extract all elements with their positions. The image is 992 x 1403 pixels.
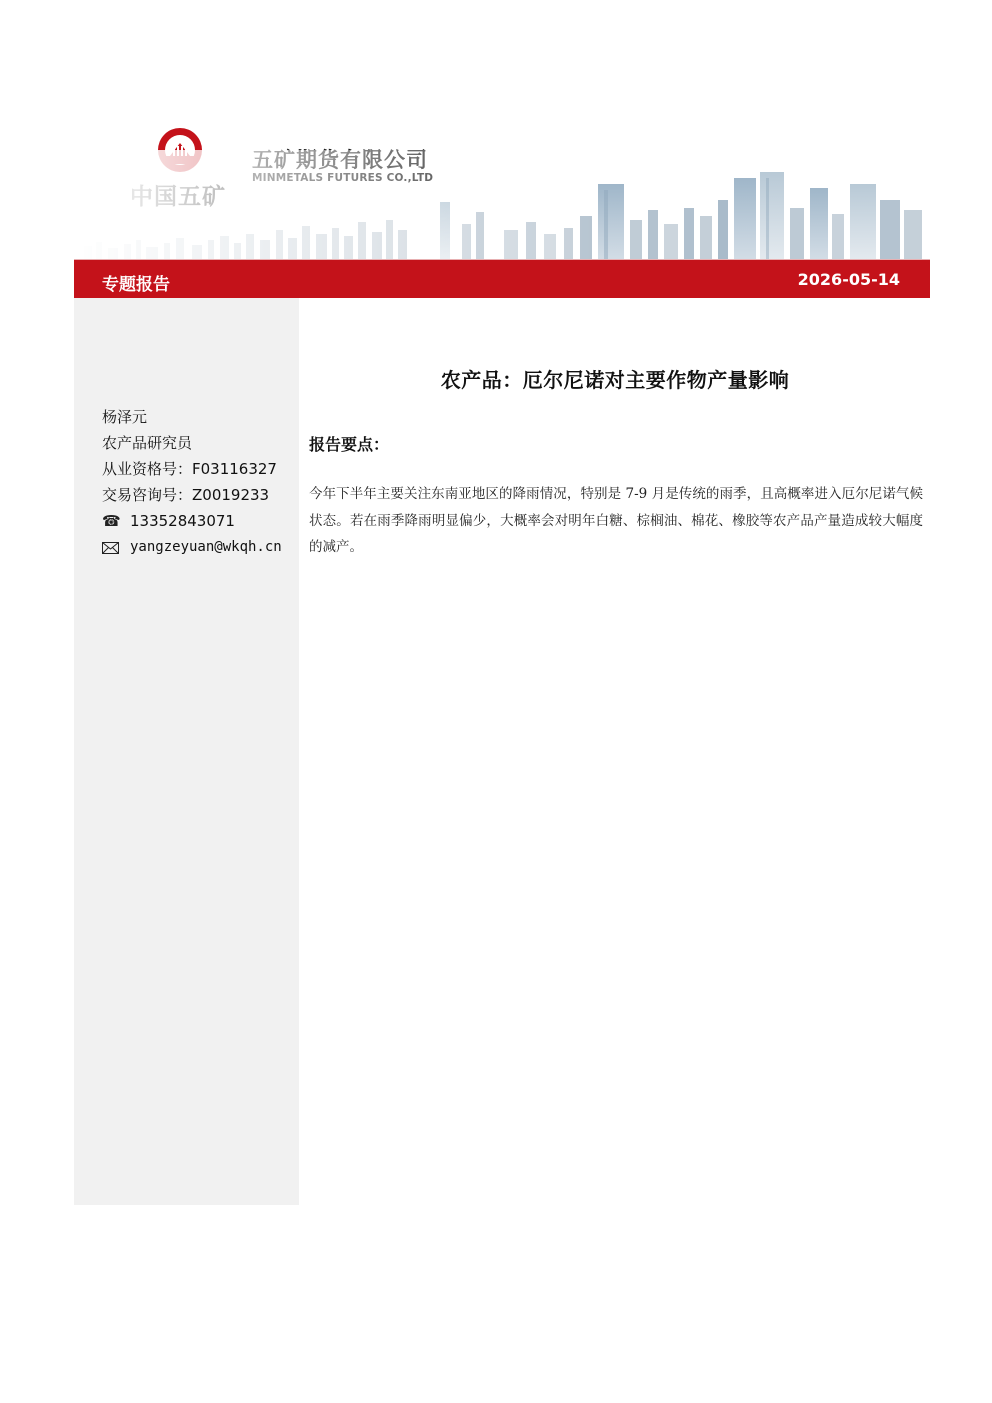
key-points-summary: 今年下半年主要关注东南亚地区的降雨情况，特别是 7-9 月是传统的雨季，且高概率进入厄尔尼诺气候状态。若在雨季降雨明显偏少，大概率会对明年白糖、棕榈油、棉花、橡胶等农产品产量造成较大幅度的减产。 [309, 486, 923, 555]
city-skyline-image [74, 150, 930, 260]
report-type-label: 专题报告 [102, 275, 170, 295]
author-consult-number: 交易咨询号：Z0019233 [102, 486, 270, 504]
author-role: 农产品研究员 [102, 434, 193, 452]
report-date: 2026-05-14 [797, 270, 900, 289]
key-points-heading: 报告要点： [309, 435, 390, 454]
author-email-row [102, 534, 282, 560]
author-phone-row [102, 508, 282, 534]
author-phone: 13352843071 [130, 512, 235, 530]
report-title: 农产品：厄尔尼诺对主要作物产量影响 [440, 368, 790, 392]
author-name: 杨泽元 [102, 408, 148, 426]
author-email[interactable]: yangzeyuan@wkqh.cn [130, 539, 282, 555]
author-info [102, 404, 282, 560]
envelope-icon [102, 534, 120, 560]
author-qualification: 从业资格号：F03116327 [102, 460, 277, 478]
phone-icon: ☎ [102, 512, 121, 530]
